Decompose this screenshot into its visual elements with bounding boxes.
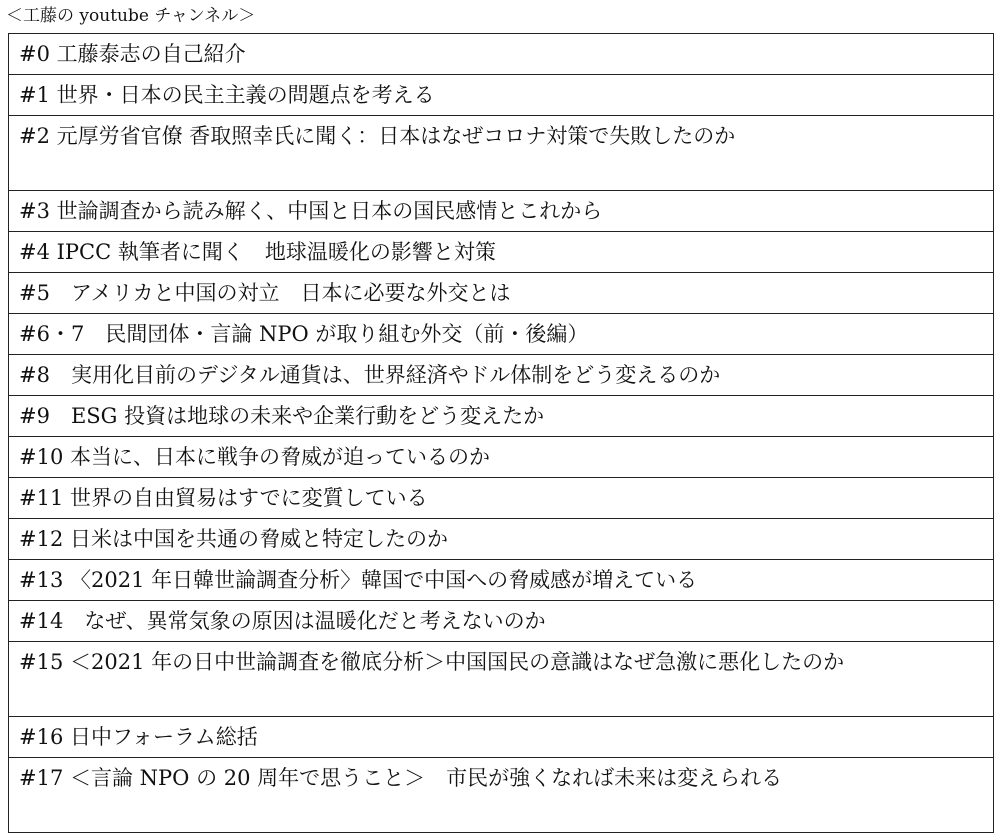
episode-title: #0 工藤泰志の自己紹介 <box>9 34 994 75</box>
episode-title: #14 なぜ、異常気象の原因は温暖化だと考えないのか <box>9 601 994 642</box>
episode-title: #6・7 民間団体・言論 NPO が取り組む外交（前・後編） <box>9 314 994 355</box>
table-row <box>9 560 994 601</box>
episode-title: #12 日米は中国を共通の脅威と特定したのか <box>9 519 994 560</box>
table-row <box>9 437 994 478</box>
table-row <box>9 758 994 833</box>
table-row <box>9 478 994 519</box>
table-row <box>9 355 994 396</box>
episode-title: #5 アメリカと中国の対立 日本に必要な外交とは <box>9 273 994 314</box>
table-row <box>9 116 994 191</box>
episode-title: #4 IPCC 執筆者に聞く 地球温暖化の影響と対策 <box>9 232 994 273</box>
table-row <box>9 717 994 758</box>
table-row <box>9 232 994 273</box>
table-row <box>9 314 994 355</box>
episode-title: #17 ＜言論 NPO の 20 周年で思うこと＞ 市民が強くなれば未来は変えられる <box>9 758 994 833</box>
episode-title: #15 ＜2021 年の日中世論調査を徹底分析＞中国国民の意識はなぜ急激に悪化したのか <box>9 642 994 717</box>
table-row <box>9 273 994 314</box>
table-row <box>9 191 994 232</box>
episode-title: #2 元厚労省官僚 香取照幸氏に聞く：日本はなぜコロナ対策で失敗したのか <box>9 116 994 191</box>
episode-title: #3 世論調査から読み解く、中国と日本の国民感情とこれから <box>9 191 994 232</box>
episode-title: #9 ESG 投資は地球の未来や企業行動をどう変えたか <box>9 396 994 437</box>
table-row <box>9 396 994 437</box>
table-row <box>9 642 994 717</box>
episode-title: #8 実用化目前のデジタル通貨は、世界経済やドル体制をどう変えるのか <box>9 355 994 396</box>
episode-title: #16 日中フォーラム総括 <box>9 717 994 758</box>
episode-title: #13 〈2021 年日韓世論調査分析〉韓国で中国への脅威感が増えている <box>9 560 994 601</box>
table-row <box>9 75 994 116</box>
channel-caption: ＜工藤の youtube チャンネル＞ <box>6 6 256 26</box>
episode-title: #1 世界・日本の民主主義の問題点を考える <box>9 75 994 116</box>
episode-table <box>8 33 994 833</box>
episode-title: #10 本当に、日本に戦争の脅威が迫っているのか <box>9 437 994 478</box>
table-row <box>9 601 994 642</box>
table-row <box>9 34 994 75</box>
table-row <box>9 519 994 560</box>
episode-title: #11 世界の自由貿易はすでに変質している <box>9 478 994 519</box>
